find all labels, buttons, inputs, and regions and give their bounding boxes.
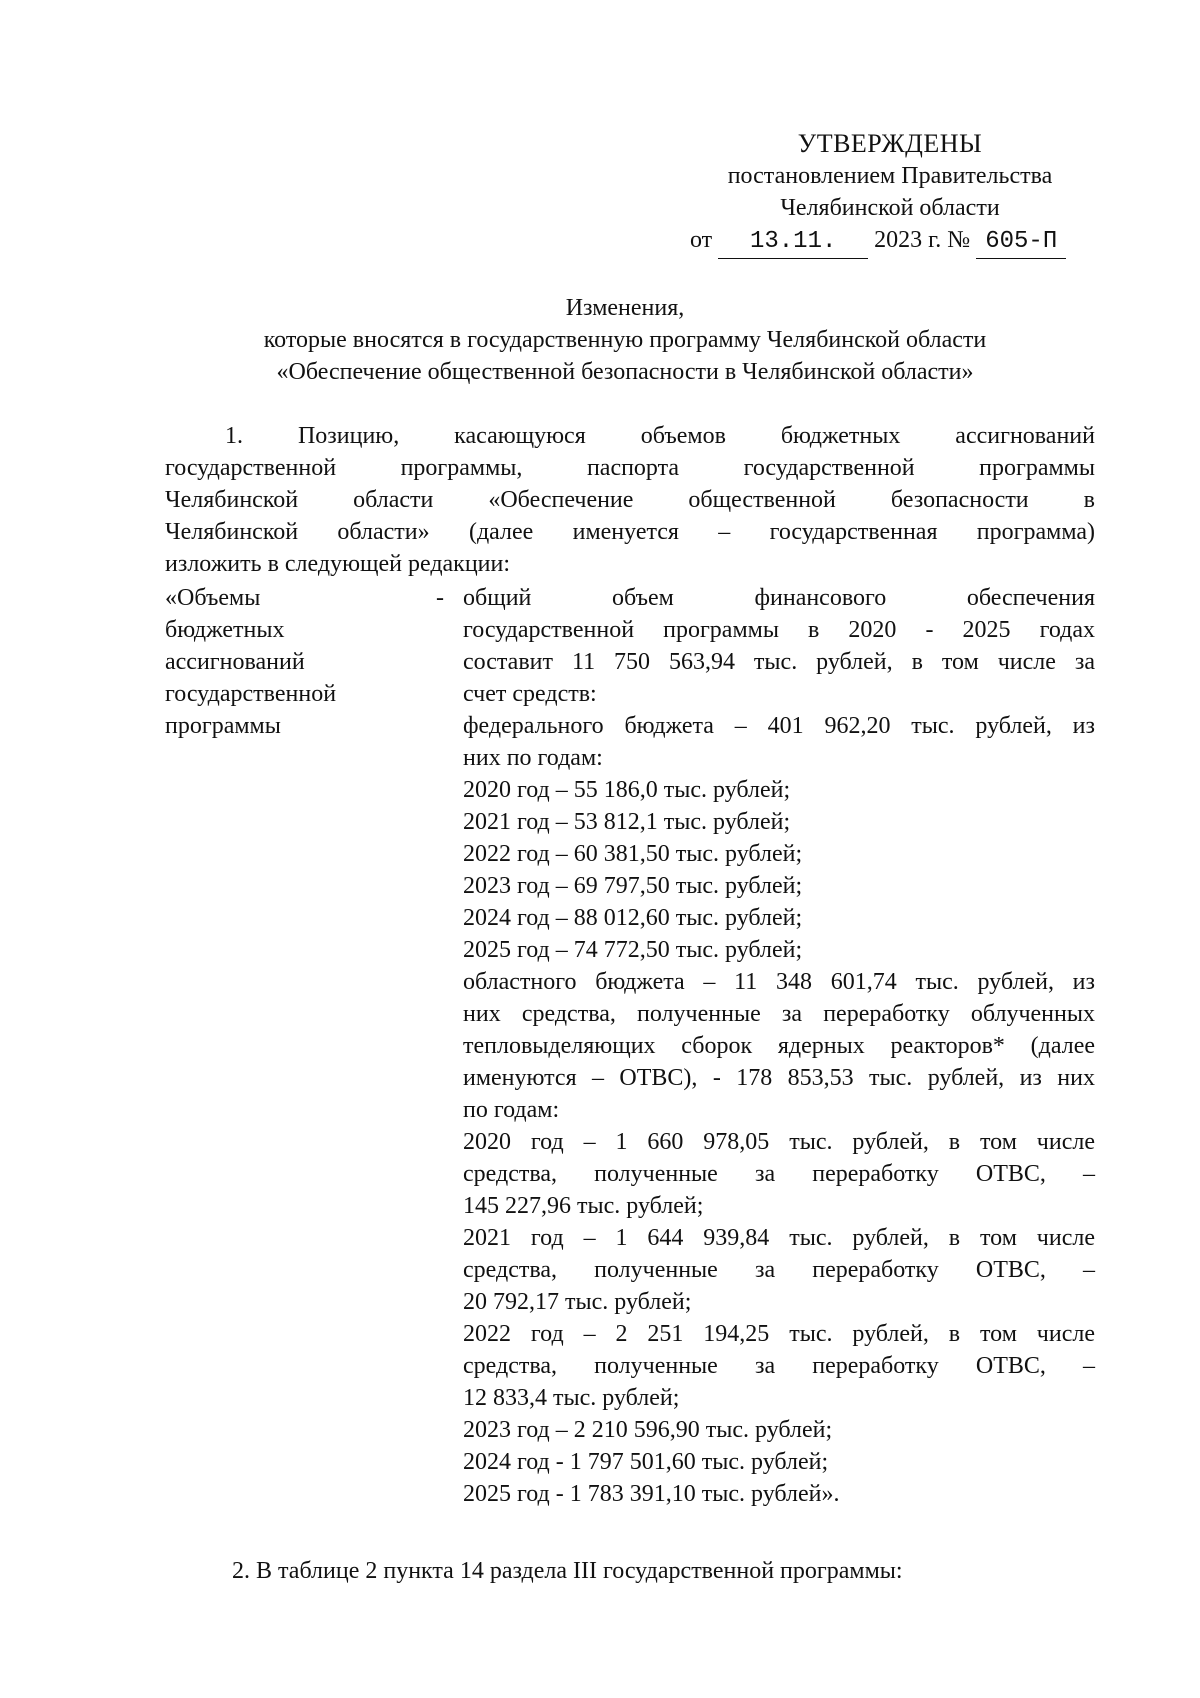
passport-row-value	[463, 582, 1095, 1510]
passport-value-line: 2024 год - 1 797 501,60 тыс. рублей;	[463, 1449, 829, 1475]
passport-value-line: 2021 год – 53 812,1 тыс. рублей;	[463, 809, 791, 835]
passport-value-line: 2020 год – 55 186,0 тыс. рублей;	[463, 777, 791, 803]
passport-value-line: 2021 год – 1 644 939,84 тыс. рублей, в том числе	[463, 1225, 1095, 1251]
passport-value-line: 2023 год – 2 210 596,90 тыс. рублей;	[463, 1417, 833, 1443]
passport-value-line: 2025 год - 1 783 391,10 тыс. рублей».	[463, 1481, 840, 1507]
passport-value-line: общий объем финансового обеспечения	[463, 585, 1095, 611]
paragraph-2: 2. В таблице 2 пункта 14 раздела III государственной программы:	[232, 1558, 903, 1584]
approval-title: УТВЕРЖДЕНЫ	[797, 129, 983, 158]
passport-row-label	[165, 582, 425, 742]
passport-label-line: ассигнований	[165, 649, 305, 675]
passport-value-line: средства, полученные за переработку ОТВС, –	[463, 1257, 1095, 1283]
heading-line-3: «Обеспечение общественной безопасности в Челябинской области»	[276, 359, 974, 385]
paragraph-1-line: Челябинской области» (далее именуется – государственная программа)	[165, 519, 1095, 545]
passport-label-line: программы	[165, 713, 281, 739]
passport-label-line: государственной	[165, 681, 337, 707]
passport-value-line: по годам:	[463, 1097, 560, 1123]
approval-line-2: Челябинской области	[780, 195, 1000, 221]
passport-value-line: 20 792,17 тыс. рублей;	[463, 1289, 692, 1315]
approval-date-line	[690, 224, 1110, 256]
passport-value-line: государственной программы в 2020 - 2025 годах	[463, 617, 1095, 643]
paragraph-1-line: изложить в следующей редакции:	[165, 551, 511, 577]
passport-value-line: 2022 год – 60 381,50 тыс. рублей;	[463, 841, 803, 867]
passport-label-line: «Объемы	[165, 585, 261, 611]
paragraph-1-line: государственной программы, паспорта государственной программы	[165, 455, 1095, 481]
heading-line-2: которые вносятся в государственную программу Челябинской области	[263, 327, 987, 353]
passport-dash: -	[436, 585, 444, 611]
approval-line-1: постановлением Правительства	[727, 163, 1053, 189]
passport-value-line: именуются – ОТВС), - 178 853,53 тыс. рублей, из них	[463, 1065, 1095, 1091]
passport-value-line: 2022 год – 2 251 194,25 тыс. рублей, в том числе	[463, 1321, 1095, 1347]
heading-line-1: Изменения,	[565, 295, 685, 321]
paragraph-1	[165, 420, 1095, 580]
passport-value-line: 2025 год – 74 772,50 тыс. рублей;	[463, 937, 803, 963]
passport-value-line: средства, полученные за переработку ОТВС, –	[463, 1353, 1095, 1379]
passport-value-line: 12 833,4 тыс. рублей;	[463, 1385, 680, 1411]
passport-value-line: них средства, полученные за переработку облученных	[463, 1001, 1095, 1027]
passport-value-line: 145 227,96 тыс. рублей;	[463, 1193, 704, 1219]
passport-value-line: счет средств:	[463, 681, 597, 707]
document-heading	[160, 292, 1090, 388]
paragraph-1-line: Челябинской области «Обеспечение общественной безопасности в	[165, 487, 1095, 513]
passport-value-line: них по годам:	[463, 745, 603, 771]
passport-value-line: тепловыделяющих сборок ядерных реакторов* (далее	[463, 1033, 1095, 1059]
passport-value-line: областного бюджета – 11 348 601,74 тыс. рублей, из	[463, 969, 1095, 995]
approval-year-label: 2023 г. №	[874, 227, 971, 253]
approval-date: 13.11.	[718, 226, 868, 259]
approval-number: 605-П	[976, 226, 1066, 259]
passport-value-line: федерального бюджета – 401 962,20 тыс. рублей, из	[463, 713, 1095, 739]
passport-value-line: средства, полученные за переработку ОТВС, –	[463, 1161, 1095, 1187]
approval-block	[690, 128, 1090, 224]
passport-value-line: 2024 год – 88 012,60 тыс. рублей;	[463, 905, 803, 931]
paragraph-1-line: 1. Позицию, касающуюся объемов бюджетных ассигнований	[225, 423, 1095, 449]
passport-value-line: составит 11 750 563,94 тыс. рублей, в том числе за	[463, 649, 1095, 675]
passport-value-line: 2023 год – 69 797,50 тыс. рублей;	[463, 873, 803, 899]
passport-value-line: 2020 год – 1 660 978,05 тыс. рублей, в том числе	[463, 1129, 1095, 1155]
approval-from-label: от	[690, 227, 713, 253]
passport-label-line: бюджетных	[165, 617, 285, 643]
